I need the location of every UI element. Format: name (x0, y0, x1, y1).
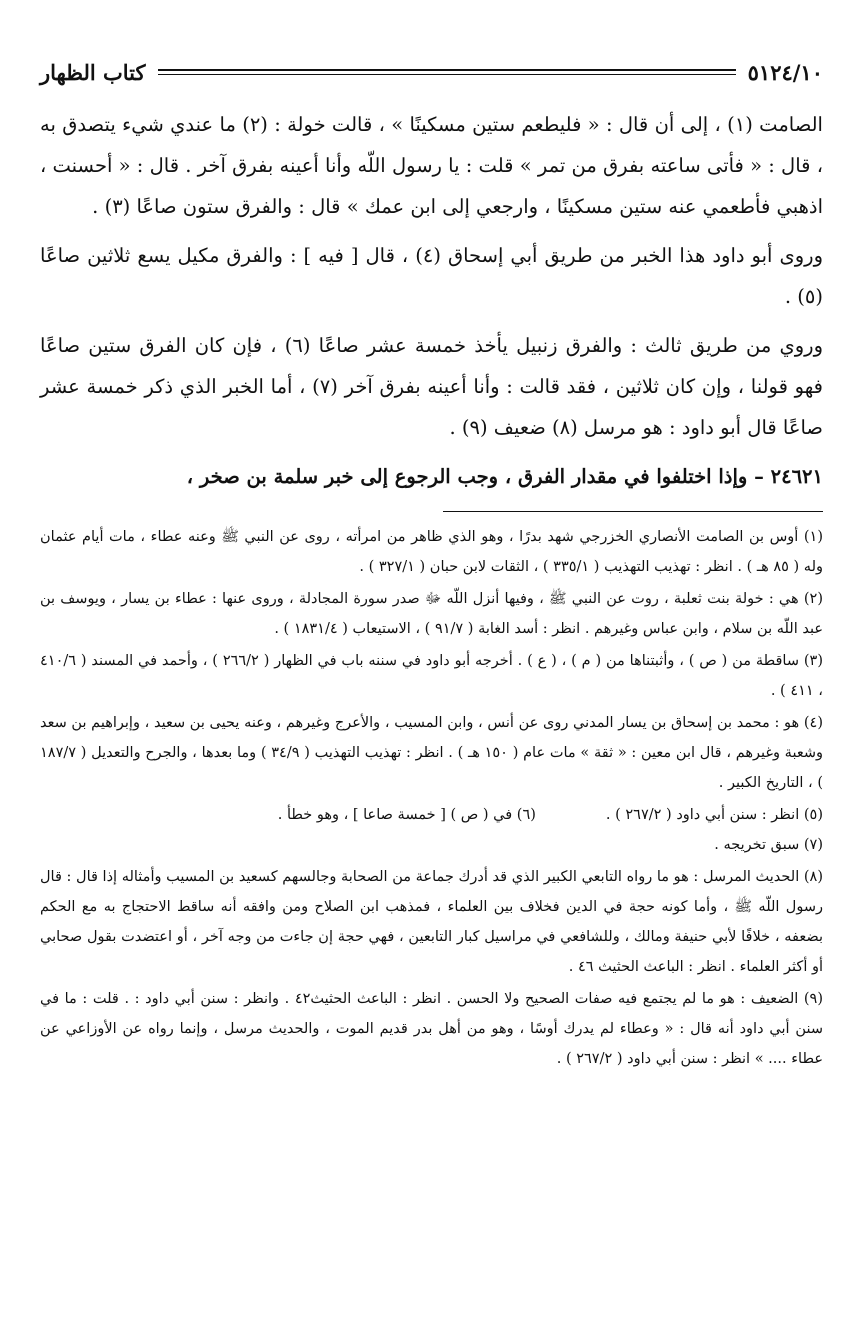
main-text (40, 104, 823, 497)
main-paragraph-2: وروى أبو داود هذا الخبر من طريق أبي إسحاق (٤) ، قال [ فيه ] : والفرق مكيل يسع ثلاثين صاعًا (٥) . (40, 244, 824, 308)
main-paragraph-1: الصامت (١) ، إلى أن قال : « فليطعم ستين مسكينًا » ، قالت خولة : (٢) ما عندي شيء يتصدق به ، قال : « فأتى ساعته بفرق من تمر » قلت : يا رسول اللّه وأنا أعينه بفرق آخر . قال : « أحسنت ، اذهبي فأطعمي عنه ستين مسكينًا ، وارجعي إلى ابن عمك » قال : والفرق ستون صاعًا (٣) . (40, 113, 823, 218)
footnote-8: (٨) الحديث المرسل : هو ما رواه التابعي الكبير الذي قد أدرك جماعة من الصحابة وجالسهم كسعيد بن المسيب وأمثاله إذا قال : قال رسول اللّه ﷺ ، وأما كونه حجة في الدين فخلاف بين العلماء ، فمذهب ابن الصلاح ومن وافقه أنه ساقط الاحتجاج به مع الحكم بضعفه ، خلافًا لأبي حنيفة ومالك ، وللشافعي في مراسيل كبار التابعين ، فهي حجة إن جاءت من وجه آخر ، أو اعتضدت بقول صحابي أو أكثر العلماء . انظر : الباعث الحثيث ٤٦ . (40, 869, 823, 975)
main-paragraph-3: وروي من طريق ثالث : والفرق زنبيل يأخذ خمسة عشر صاعًا (٦) ، فإن كان الفرق ستين صاعًا فهو قولنا ، وإن كان ثلاثين ، فقد قالت : وأنا أعينه بفرق آخر (٧) ، أما الخبر الذي ذكر خمسة عشر صاعًا قال أبو داود : هو مرسل (٨) ضعيف (٩) . (40, 334, 823, 439)
footnote-6: (٦) في ( ص ) [ خمسة صاعا ] ، وهو خطأ . (277, 807, 536, 823)
footnote-1: (١) أوس بن الصامت الأنصاري الخزرجي شهد بدرًا ، وهو الذي ظاهر من امرأته ، روى عن النبي ﷺ وعنه عطاء ، مات أيام عثمان وله ( ٨٥ هـ ) . انظر : تهذيب التهذيب ( ٣٣٥/١ ) ، الثقات لابن حبان ( ٣٢٧/١ ) . (40, 529, 823, 575)
footnote-separator (443, 511, 823, 512)
header-rule (158, 69, 736, 75)
footnote-7: (٧) سبق تخريجه . (714, 837, 823, 853)
issue-paragraph: ٢٤٦٢١ – وإذا اختلفوا في مقدار الفرق ، وجب الرجوع إلى خبر سلمة بن صخر ، (186, 465, 823, 488)
footnote-2: (٢) هي : خولة بنت ثعلبة ، روت عن النبي ﷺ ، وفيها أنزل اللّه ﷻ صدر سورة المجادلة ، وروى عنها : عطاء بن يسار ، ويوسف بن عبد اللّه بن سلام ، وابن عباس وغيرهم . انظر : أسد الغابة ( ٩١/٧ ) ، الاستيعاب ( ١٨٣١/٤ ) . (40, 591, 823, 637)
footnotes (40, 522, 823, 1074)
page-number: ٥١٢٤/١٠ (747, 59, 823, 85)
footnote-3: (٣) ساقطة من ( ص ) ، وأثبتناها من ( م ) ، ( ع ) . أخرجه أبو داود في سننه باب في الظهار ( ٢٦٦/٢ ) ، وأحمد في المسند ( ٤١٠/٦ ، ٤١١ ) . (40, 653, 823, 699)
footnote-row-5-6 (40, 800, 823, 830)
footnote-9: (٩) الضعيف : هو ما لم يجتمع فيه صفات الصحيح ولا الحسن . انظر : الباعث الحثيث٤٢ . وانظر : سنن أبي داود : . قلت : ما في سنن أبي داود أنه قال : « وعطاء لم يدرك أوسًا ، وهو من أهل بدر قديم الموت ، والحديث مرسل ، وإنما رواه عن الأوزاعي عن عطاء .... » انظر : سنن أبي داود ( ٢٦٧/٢ ) . (40, 991, 823, 1067)
footnote-5: (٥) انظر : سنن أبي داود ( ٢٦٧/٢ ) . (605, 807, 823, 823)
book-title: كتاب الظهار (40, 59, 146, 85)
footnote-4: (٤) هو : محمد بن إسحاق بن يسار المدني روى عن أنس ، وابن المسيب ، والأعرج وغيرهم ، وعنه يحيى بن سعيد ، وإبراهيم بن سعد وشعبة وغيرهم ، قال ابن معين : « ثقة » مات عام ( ١٥٠ هـ ) . انظر : تهذيب التهذيب ( ٣٤/٩ ) وما بعدها ، والجرح والتعديل ( ١٨٧/٧ ) ، التاريخ الكبير . (40, 715, 823, 791)
page-header (40, 50, 823, 94)
